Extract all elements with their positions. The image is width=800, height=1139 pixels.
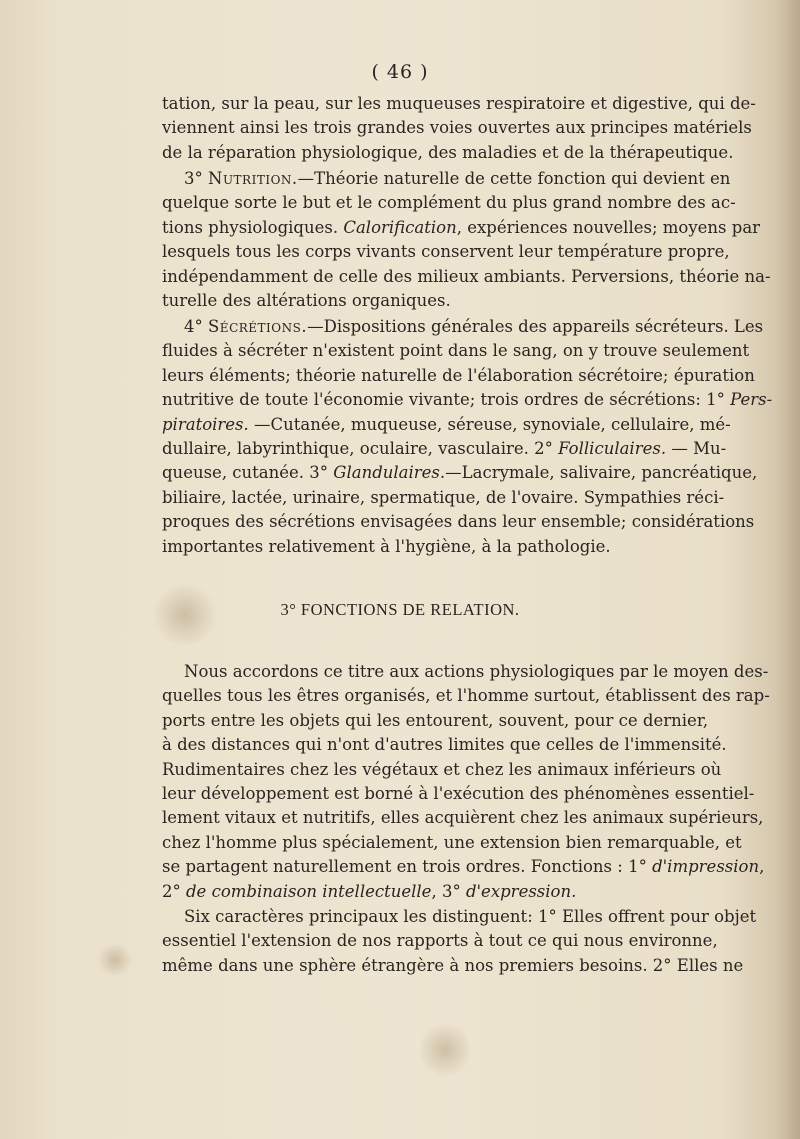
- text-line: 3° Nutrition.—Théorie naturelle de cette fonction qui devient en: [162, 167, 745, 191]
- text-line: quelque sorte le but et le complément du plus grand nombre des ac-: [162, 193, 736, 213]
- section-heading: 3° FONCTIONS DE RELATION.: [280, 600, 520, 619]
- text-line: leur développement est borné à l'exécution des phénomènes essentiel-: [162, 783, 755, 803]
- text-line: tation, sur la peau, sur les muqueuses respiratoire et digestive, qui de-: [162, 94, 756, 113]
- text-line: dullaire, labyrinthique, oculaire, vasculaire. 2° Folliculaires. — Mu-: [162, 438, 727, 458]
- text-line: quelles tous les êtres organisés, et l'homme surtout, établissent des rap-: [162, 686, 770, 706]
- section-number: 4°: [184, 317, 203, 336]
- paragraph-secretions: [162, 315, 773, 559]
- page-number: ( 46 ): [371, 61, 429, 83]
- section-title: Sécrétions.: [208, 317, 308, 336]
- text-line: tions physiologiques. Calorification, expériences nouvelles; moyens par: [162, 216, 745, 240]
- text-line: Six caractères principaux les distinguent: 1° Elles offrent pour objet: [184, 907, 757, 926]
- text-line: même dans une sphère étrangère à nos premiers besoins. 2° Elles ne: [162, 955, 744, 975]
- term-calorification: Calorification: [343, 217, 457, 237]
- paragraph-caracteres: [162, 905, 757, 978]
- text-line: chez l'homme plus spécialement, une extension bien remarquable, et: [162, 832, 742, 852]
- text-line: turelle des altérations organiques.: [162, 290, 451, 310]
- text-line: lement vitaux et nutritifs, elles acquièrent chez les animaux supérieurs,: [162, 808, 764, 828]
- paragraph-nutrition: [162, 167, 771, 313]
- text-line: lesquels tous les corps vivants conservent leur température propre,: [162, 242, 730, 262]
- text-line: se partagent naturellement en trois ordres. Fonctions : 1° d'impression,: [162, 857, 765, 877]
- text-line: essentiel l'extension de nos rapports à tout ce qui nous environne,: [162, 931, 718, 951]
- text-line: biliaire, lactée, urinaire, spermatique, de l'ovaire. Sympathies réci-: [162, 487, 725, 507]
- text-line: 4° Sécrétions.—Dispositions générales des appareils sécréteurs. Les: [162, 315, 745, 339]
- text-line: importantes relativement à l'hygiène, à la pathologie.: [162, 536, 611, 556]
- text-line: piratoires. —Cutanée, muqueuse, séreuse, synoviale, cellulaire, mé-: [162, 414, 731, 434]
- text-line: Nous accordons ce titre aux actions physiologiques par le moyen des-: [184, 662, 769, 681]
- paper-stain: [95, 945, 135, 975]
- text-line: de la réparation physiologique, des maladies et de la thérapeutique.: [162, 142, 734, 162]
- text-line: indépendamment de celle des milieux ambiants. Perversions, théorie na-: [162, 266, 771, 286]
- text-line: queuse, cutanée. 3° Glandulaires.—Lacrymale, salivaire, pancréatique,: [162, 463, 758, 483]
- text-line: leurs éléments; théorie naturelle de l'élaboration sécrétoire; épuration: [162, 365, 755, 385]
- text-line: 2° de combinaison intellectuelle, 3° d'expression.: [162, 881, 577, 901]
- section-title: Nutrition.: [208, 169, 298, 188]
- text-line: ports entre les objets qui les entourent, souvent, pour ce dernier,: [162, 710, 709, 730]
- text-line: fluides à sécréter n'existent point dans le sang, on y trouve seulement: [162, 341, 750, 361]
- paragraph-continuation: [162, 92, 756, 165]
- text-line: à des distances qui n'ont d'autres limites que celles de l'immensité.: [162, 735, 727, 755]
- text-line: nutritive de toute l'économie vivante; trois ordres de sécrétions: 1° Pers-: [162, 390, 773, 410]
- text-line: viennent ainsi les trois grandes voies ouvertes aux principes matériels: [162, 118, 752, 138]
- text-line: Rudimentaires chez les végétaux et chez les animaux inférieurs où: [162, 759, 722, 779]
- text-line: proques des sécrétions envisagées dans leur ensemble; considérations: [162, 512, 755, 532]
- paragraph-relation: [162, 660, 770, 904]
- section-number: 3°: [184, 169, 203, 188]
- paper-stain: [420, 1020, 470, 1080]
